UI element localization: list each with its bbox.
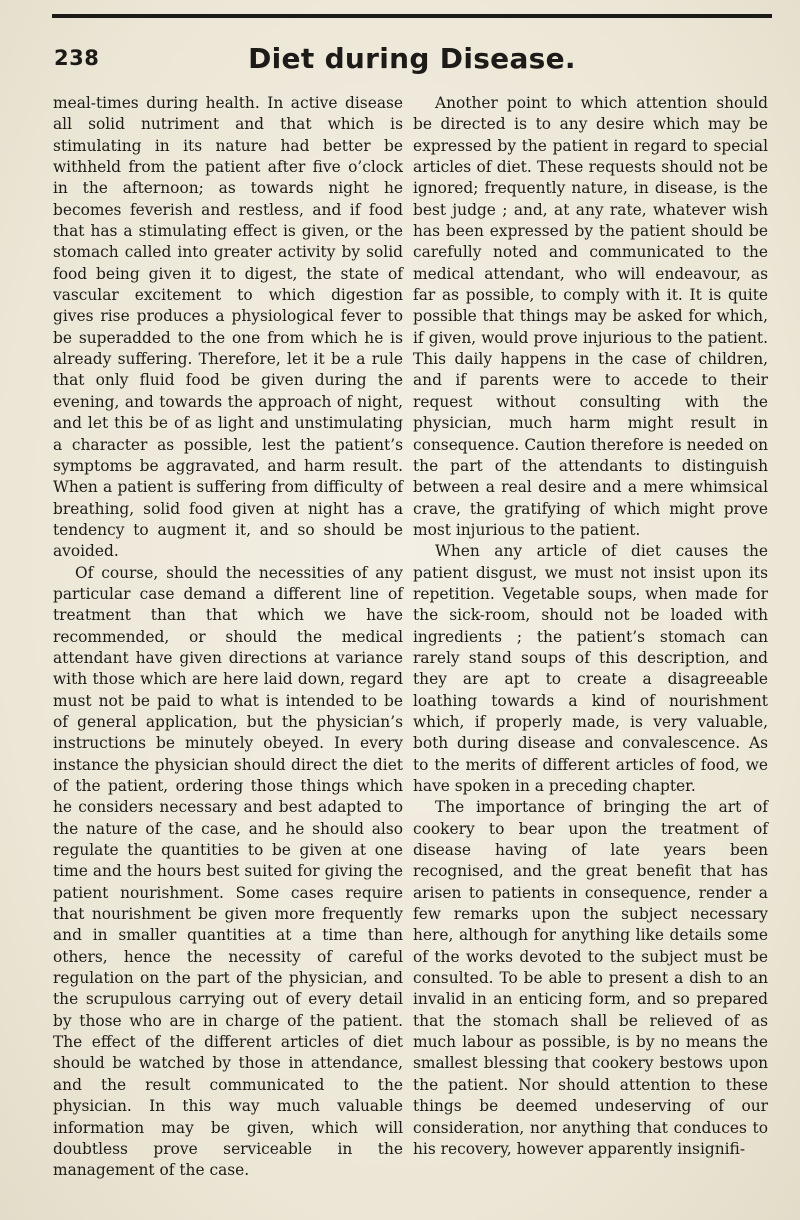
paragraph: Of course, should the necessities of any particular case demand a different line of treatment than that which we have recommended, or should the medical attendant have given directions at variance with those which are here laid down, regard must not be paid to what is intended to be of general application, but the physician’s instructions be minutely obeyed. In every instance the physician should direct the diet of the patient, ordering those things which he considers necessary and best adapted to the nature of the case, and he should also regulate the quantities to be given at one time and the hours best suited for giving the patient nourishment. Some cases require that nourishment be given more frequently and in smaller quantities at a time than others, hence the necessity of careful regulation on the part of the physician, and the scrupulous carrying out of every detail by those who are in charge of the patient. The effect of the different articles of diet should be watched by those in attendance, and the result communicated to the physician. In this way much valuable information may be given, which will doubtless prove serviceable in the management of the case. (53, 563, 403, 1180)
paragraph: meal-times during health. In active disease all solid nutriment and that which is stimulating in its nature had better be withheld from the patient after five o’clock in the afternoon; as towards night he becomes feverish and restless, and if food that has a stimulating effect is given, or the stomach called into greater activity by solid food being given it to digest, the state of vascular excitement to which digestion gives rise produces a physiological fever to be superadded to the one from which he is already suffering. Therefore, let it be a rule that only fluid food be given during the evening, and towards the approach of night, and let this be of as light and unstimulating a character as possible, lest the patient’s symptoms be aggravated, and harm result. When a patient is suffering from difficulty of breathing, solid food given at night has a tendency to augment it, and so should be avoided. (53, 94, 403, 561)
right-column (413, 93, 768, 1160)
left-column (53, 93, 403, 1182)
paragraph: Another point to which attention should be directed is to any desire which may be expressed by the patient in regard to special articles of diet. These requests should not be ignored; frequently nature, in disease, is the best judge ; and, at any rate, whatever wish has been expressed by the patient should be carefully noted and communicated to the medical attendant, who will endeavour, as far as possible, to comply with it. It is quite possible that things may be asked for which, if given, would prove injurious to the patient. This daily happens in the case of children, and if parents were to accede to their request without consulting with the physician, much harm might result in consequence. Caution therefore is needed on the part of the attendants to distinguish between a real desire and a mere whimsical crave, the gratifying of which might prove most injurious to the patient. (413, 94, 768, 539)
paragraph: The importance of bringing the art of cookery to bear upon the treatment of disease having of late years been recognised, and the great benefit that has arisen to patients in consequence, render a few remarks upon the subject necessary here, although for anything like details some of the works devoted to the subject must be consulted. To be able to present a dish to an invalid in an enticing form, and so prepared that the stomach shall be relieved of as much labour as possible, is by no means the smallest blessing that cookery bestows upon the patient. Nor should attention to these things be deemed undeserving of our consideration, nor anything that conduces to his recovery, however apparently insignifi- (413, 798, 768, 1158)
top-rule (52, 14, 772, 18)
paragraph: When any article of diet causes the patient disgust, we must not insist upon its repetition. Vegetable soups, when made for the sick-room, should not be loaded with ingredients ; the patient’s stomach can rarely stand soups of this description, and they are apt to create a disagreeable loathing towards a kind of nourishment which, if properly made, is very valuable, both during disease and convalescence. As to the merits of different articles of food, we have spoken in a preceding chapter. (413, 542, 768, 795)
page-header (52, 42, 772, 82)
running-title: Diet during Disease. (248, 42, 576, 75)
page-number: 238 (54, 46, 100, 70)
